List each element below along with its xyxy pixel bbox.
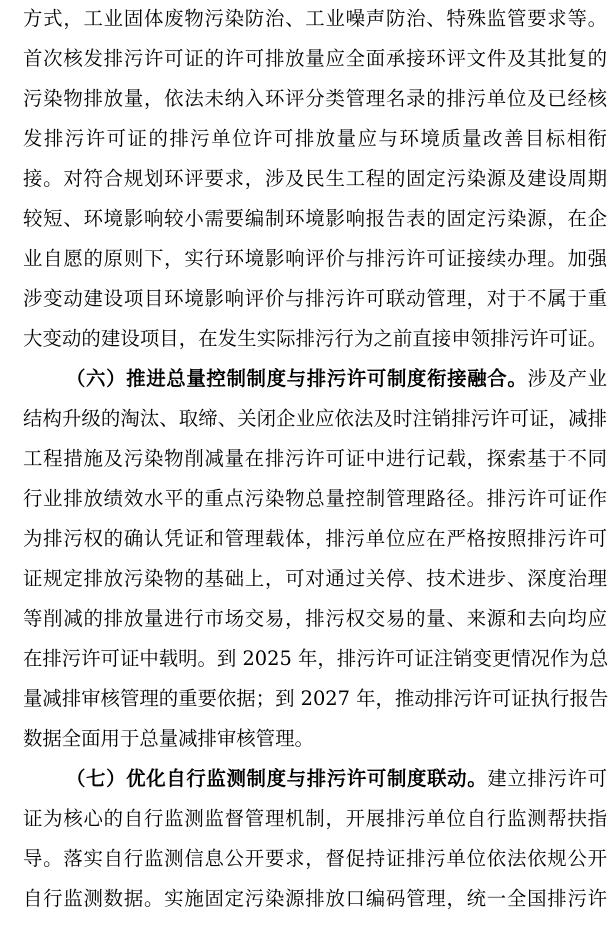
section-6-heading: （六）推进总量控制制度与排污许可制度衔接融合。 xyxy=(66,367,528,390)
text-line-13: 行业排放绩效水平的重点污染物总量控制管理路径。排污许可证作 xyxy=(23,487,607,510)
text-line-9: 大变动的建设项目，在发生实际排污行为之前直接申领排污许可证。 xyxy=(23,327,607,350)
text-line-19: 数据全面用于总量减排审核管理。 xyxy=(23,727,314,750)
text-line-5: 接。对符合规划环评要求，涉及民生工程的固定污染源及建设周期 xyxy=(23,167,607,190)
text-line-21: 证为核心的自行监测监督管理机制，开展排污单位自行监测帮扶指 xyxy=(23,807,607,830)
text-line-17: 在排污许可证中载明。到 2025 年，排污许可证注销变更情况作为总 xyxy=(23,647,609,670)
text-line-6: 较短、环境影响较小需要编制环境影响报告表的固定污染源，在企 xyxy=(23,207,607,230)
text-line-16: 等削减的排放量进行市场交易，排污权交易的量、来源和去向均应 xyxy=(23,607,607,630)
text-line-11: 结构升级的淘汰、取缔、关闭企业应依法及时注销排污许可证，减排 xyxy=(23,407,607,430)
text-line-12: 工程措施及污染物削减量在排污许可证中进行记载，探索基于不同 xyxy=(23,447,607,470)
text-line-15: 证规定排放污染物的基础上，可对通过关停、技术进步、深度治理 xyxy=(23,567,607,590)
text-line-8: 涉变动建设项目环境影响评价与排污许可联动管理，对于不属于重 xyxy=(23,287,607,310)
text-line-23: 自行监测数据。实施固定污染源排放口编码管理，统一全国排污许 xyxy=(23,887,607,910)
text-line-2: 首次核发排污许可证的许可排放量应全面承接环评文件及其批复的 xyxy=(23,47,607,70)
text-line-22: 导。落实自行监测信息公开要求，督促持证排污单位依法依规公开 xyxy=(23,847,607,870)
text-line-7: 业自愿的原则下，实行环境影响评价与排污许可证接续办理。加强 xyxy=(23,247,607,270)
section-6-first-line xyxy=(66,359,607,399)
text-line-14: 为排污权的确认凭证和管理载体，排污单位应在严格按照排污许可 xyxy=(23,527,607,550)
text-line-18: 量减排审核管理的重要依据；到 2027 年，推动排污许可证执行报告 xyxy=(23,687,609,710)
section-7-first-line xyxy=(66,759,607,799)
text-line-4: 发排污许可证的排污单位许可排放量应与环境质量改善目标相衔 xyxy=(23,127,607,150)
section-7-lead-text: 建立排污许可 xyxy=(487,767,608,790)
section-6-lead-text: 涉及产业 xyxy=(527,367,608,390)
text-line-3: 污染物排放量，依法未纳入环评分类管理名录的排污单位及已经核 xyxy=(23,87,607,110)
section-7-heading: （七）优化自行监测制度与排污许可制度联动。 xyxy=(66,767,488,790)
text-line-1: 方式，工业固体废物污染防治、工业噪声防治、特殊监管要求等。 xyxy=(23,7,607,30)
